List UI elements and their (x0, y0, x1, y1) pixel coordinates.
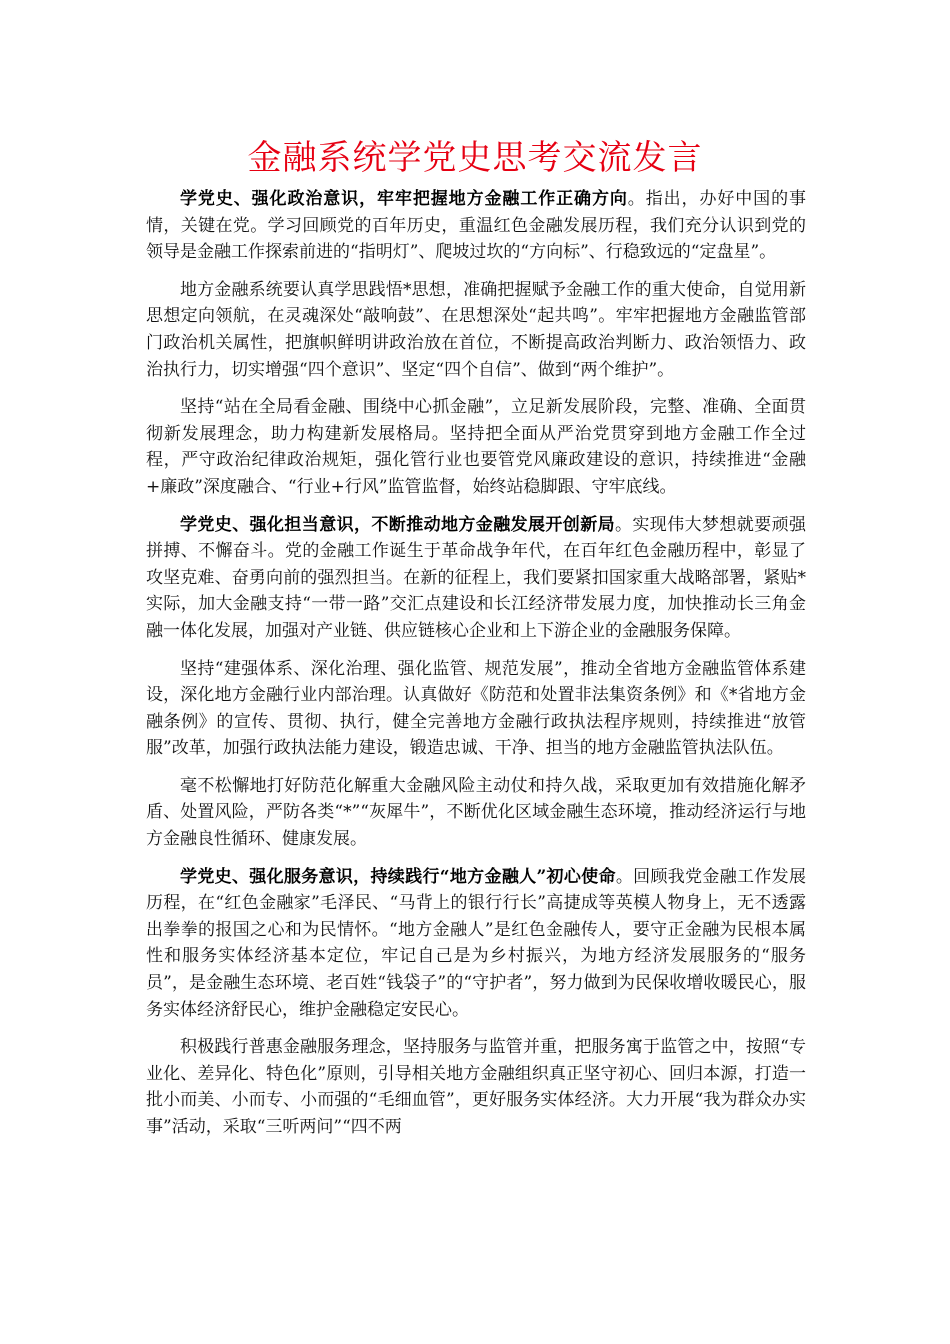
paragraph-lead: 学党史、强化担当意识，不断推动地方金融发展开创新局 (180, 514, 615, 535)
paragraph-text: 坚持“建强体系、深化治理、强化监管、规范发展”，推动全省地方金融监管体系建设，深化地方金融行业内部治理。认真做好《防范和处置非法集资条例》和《*省地方金融条例》的宣传、贯彻、执行，健全完善地方金融行政执法程序规则，持续推进“放管服”改革，加强行政执法能力建设，锻造忠诚、干净、担当的地方金融监管执法队伍。 (146, 658, 806, 759)
paragraph-7 (146, 864, 806, 1024)
paragraph-text: 。指出，办好中国的事情，关键在党。学习回顾党的百年历史，重温红色金融发展历程，我们充分认识到党的领导是金融工作探索前进的“指明灯”、爬坡过坎的“方向标”、行稳致远的“定盘星”。 (146, 189, 807, 263)
paragraph-3 (146, 394, 806, 500)
paragraph-text: 。实现伟大梦想就要顽强拼搏、不懈奋斗。党的金融工作诞生于革命战争年代，在百年红色金融历程中，彰显了攻坚克难、奋勇向前的强烈担当。在新的征程上，我们要紧扣国家重大战略部署，紧贴*实际，加大金融支持“一带一路”交汇点建设和长江经济带发展力度，加快推动长三角金融一体化发展，加强对产业链、供应链核心企业和上下游企业的金融服务保障。 (146, 514, 806, 641)
paragraph-text: 积极践行普惠金融服务理念，坚持服务与监管并重，把服务寓于监管之中，按照“专业化、差异化、特色化”原则，引导相关地方金融组织真正坚守初心、回归本源，打造一批小而美、小而专、小而强的“毛细血管”，更好服务实体经济。大力开展“我为群众办实事”活动，采取“三听两问”“四不两 (146, 1037, 806, 1137)
paragraph-6 (146, 773, 806, 853)
document-title: 金融系统学党史思考交流发言 (247, 138, 703, 178)
paragraph-5 (146, 656, 806, 762)
paragraph-text: 。回顾我党金融工作发展历程，在“红色金融家”毛泽民、“马背上的银行行长”高捷成等英模人物身上，无不透露出拳拳的报国之心和为民情怀。“地方金融人”是红色金融传人，要守正金融为民根本属性和服务实体经济基本定位，牢记自己是为乡村振兴，为地方经济发展服务的“服务员”，是金融生态环境、老百姓“钱袋子”的“守护者”，努力做到为民保收增收暖民心，服务实体经济舒民心，维护金融稳定安民心。 (146, 866, 807, 1020)
document-body (146, 186, 806, 1152)
paragraph-text: 毫不松懈地打好防范化解重大金融风险主动仗和持久战，采取更加有效措施化解矛盾、处置风险，严防各类“*”“灰犀牛”，不断优化区域金融生态环境，推动经济运行与地方金融良性循环、健康发展。 (146, 775, 806, 850)
paragraph-text: 地方金融系统要认真学思践悟*思想，准确把握赋予金融工作的重大使命，自觉用新思想定向领航，在灵魂深处“敲响鼓”、在思想深处“起共鸣”。牢牢把握地方金融监管部门政治机关属性，把旗帜鲜明讲政治放在首位，不断提高政治判断力、政治领悟力、政治执行力，切实增强“四个意识”、坚定“四个自信”、做到“两个维护”。 (146, 279, 806, 380)
paragraph-lead: 学党史、强化服务意识，持续践行“地方金融人”初心使命 (180, 866, 616, 887)
paragraph-lead: 学党史、强化政治意识，牢牢把握地方金融工作正确方向 (180, 189, 628, 209)
paragraph-4 (146, 512, 806, 645)
paragraph-2 (146, 277, 806, 383)
paragraph-text: 坚持“站在全局看金融、围绕中心抓金融”，立足新发展阶段，完整、准确、全面贯彻新发展理念，助力构建新发展格局。坚持把全面从严治党贯穿到地方金融工作全过程，严守政治纪律政治规矩，强化管行业也要管党风廉政建设的意识，持续推进“金融+廉政”深度融合、“行业+行风”监管监督，始终站稳脚跟、守牢底线。 (146, 397, 806, 497)
paragraph-8 (146, 1034, 806, 1140)
paragraph-1 (146, 186, 806, 266)
